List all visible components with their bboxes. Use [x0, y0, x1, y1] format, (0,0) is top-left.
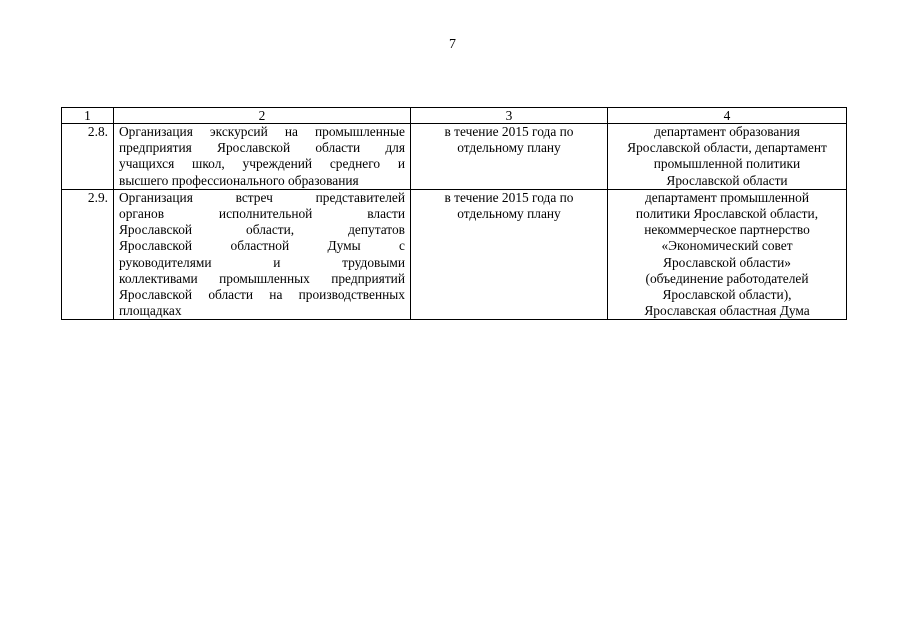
- item-number: 2.8.: [62, 124, 114, 190]
- text-line: Ярославской области),: [662, 287, 792, 303]
- text-line: департамент промышленной: [644, 189, 810, 205]
- item-number: 2.9.: [62, 189, 114, 320]
- text-line: площадках: [119, 303, 182, 319]
- text-line: Ярославской области, депутатов: [119, 222, 405, 238]
- text-line: Ярославская областная Дума: [644, 303, 810, 319]
- text-line: в течение 2015 года по: [444, 189, 574, 205]
- column-header-1: 1: [62, 108, 114, 124]
- text-line: отдельному плану: [457, 140, 561, 156]
- text-line: Ярославской области, департамент: [627, 140, 827, 156]
- text-line: коллективами промышленных предприятий: [119, 270, 405, 286]
- text-line: Организация встреч представителей: [119, 189, 405, 205]
- responsible-parties: [608, 189, 847, 320]
- text-line: Организация экскурсий на промышленные: [119, 124, 405, 139]
- text-line: отдельному плану: [457, 206, 561, 222]
- text-line: органов исполнительной власти: [119, 206, 405, 222]
- text-line: высшего профессионального образования: [119, 172, 359, 188]
- text-line: руководителями и трудовыми: [119, 254, 405, 270]
- page-number: 7: [449, 37, 456, 52]
- text-line: политики Ярославской области,: [635, 206, 819, 222]
- responsible-parties: [608, 124, 847, 190]
- text-line: в течение 2015 года по: [444, 124, 574, 139]
- text-line: Ярославской областной Думы с: [119, 238, 405, 254]
- table-row: [62, 124, 847, 190]
- text-line: «Экономический совет: [661, 238, 793, 254]
- text-line: (объединение работодателей: [645, 270, 809, 286]
- text-line: учащихся школ, учреждений среднего и: [119, 156, 405, 172]
- text-line: Ярославской области на производственных: [119, 287, 405, 303]
- event-term: [411, 124, 608, 190]
- table-row: [62, 189, 847, 320]
- text-line: некоммерческое партнерство: [644, 222, 810, 238]
- event-term: [411, 189, 608, 320]
- column-header-3: 3: [411, 108, 608, 124]
- event-description: [114, 124, 411, 190]
- text-line: промышленной политики: [653, 156, 801, 172]
- text-line: предприятия Ярославской области для: [119, 140, 405, 156]
- table-header-row: [62, 108, 847, 124]
- text-line: Ярославской области»: [663, 254, 791, 270]
- column-header-4: 4: [608, 108, 847, 124]
- column-header-2: 2: [114, 108, 411, 124]
- text-line: Ярославской области: [666, 172, 788, 188]
- text-line: департамент образования: [654, 124, 800, 139]
- plan-table: [61, 107, 847, 320]
- event-description: [114, 189, 411, 320]
